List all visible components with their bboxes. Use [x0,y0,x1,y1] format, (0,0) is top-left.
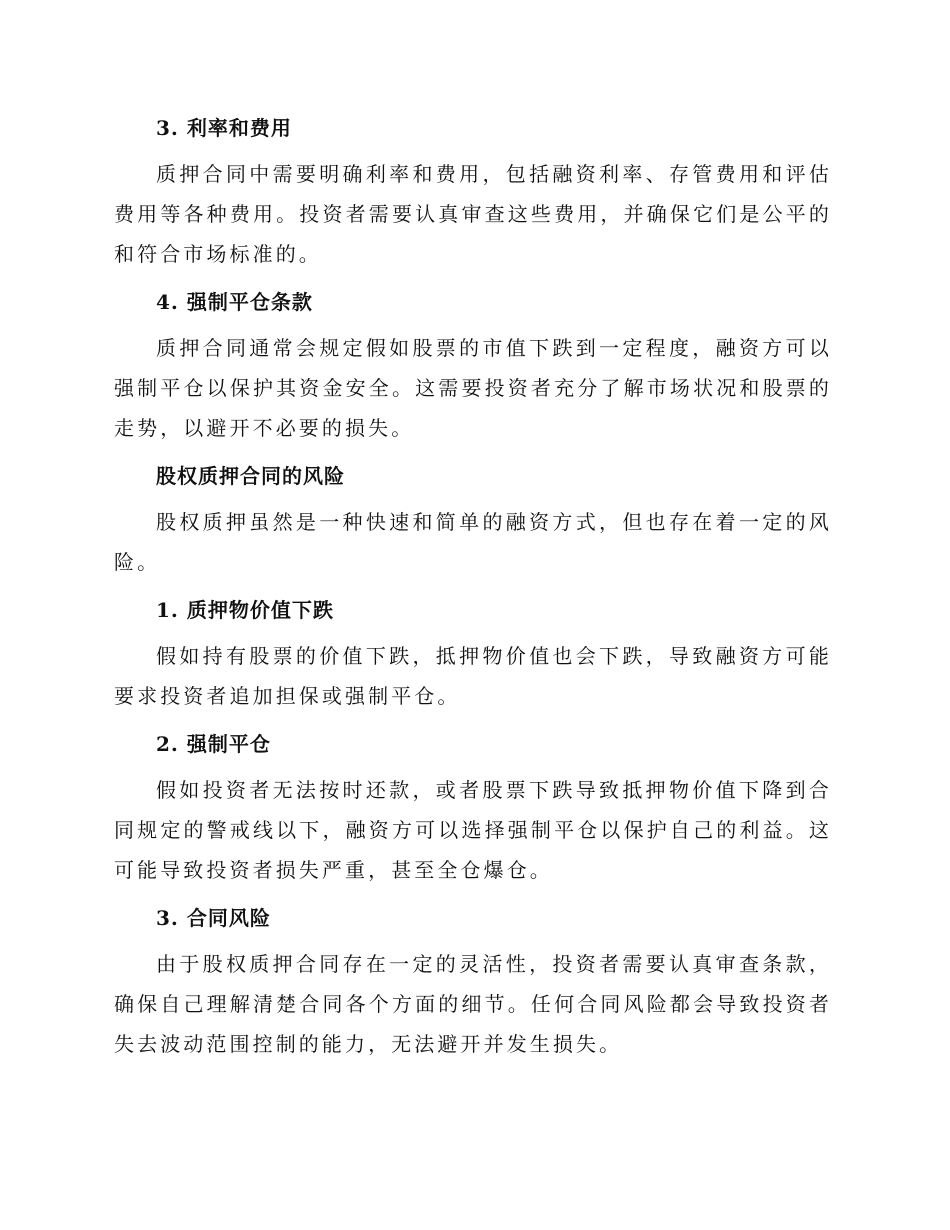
section-heading-interest-fees: 3. 利率和费用 [156,116,292,140]
paragraph-forced-liquidation-clause: 质押合同通常会规定假如股票的市值下跌到一定程度，融资方可以强制平仓以保护其资金安全。这需要投资者充分了解市场状况和股票的走势，以避开不必要的损失。 [114,336,832,440]
paragraph-collateral-value-decline: 假如持有股票的价值下跌，抵押物价值也会下跌，导致融资方可能要求投资者追加担保或强制平仓。 [114,644,832,708]
paragraph-forced-liquidation: 假如投资者无法按时还款，或者股票下跌导致抵押物价值下降到合同规定的警戒线以下，融资方可以选择强制平仓以保护自己的利益。这可能导致投资者损失严重，甚至全仓爆仓。 [114,778,832,882]
section-heading-contract-risk: 3. 合同风险 [156,906,271,930]
paragraph-contract-risk: 由于股权质押合同存在一定的灵活性，投资者需要认真审查条款，确保自己理解清楚合同各个方面的细节。任何合同风险都会导致投资者失去波动范围控制的能力，无法避开并发生损失。 [114,952,832,1056]
paragraph-interest-fees: 质押合同中需要明确利率和费用，包括融资利率、存管费用和评估费用等各种费用。投资者需要认真审查这些费用，并确保它们是公平的和符合市场标准的。 [114,162,832,266]
section-heading-pledge-risks: 股权质押合同的风险 [156,464,345,488]
section-heading-collateral-value-decline: 1. 质押物价值下跌 [156,598,334,622]
section-heading-forced-liquidation: 2. 强制平仓 [156,732,271,756]
section-heading-forced-liquidation-clause: 4. 强制平仓条款 [156,290,313,314]
paragraph-pledge-risks-intro: 股权质押虽然是一种快速和简单的融资方式，但也存在着一定的风险。 [114,510,832,574]
